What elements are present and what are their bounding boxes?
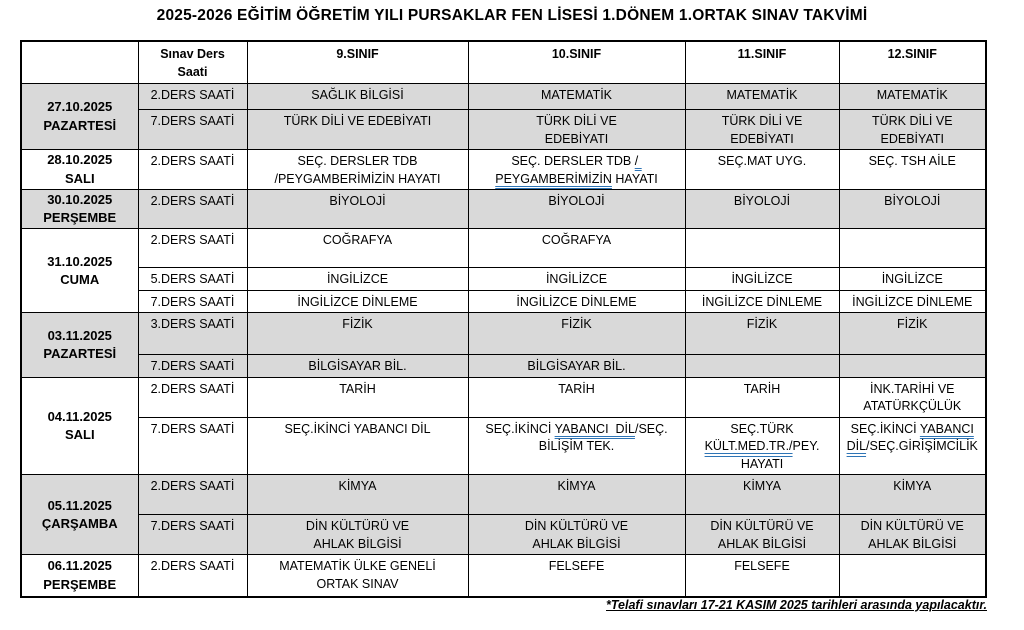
- table-header: [21, 41, 986, 84]
- lesson-hour-cell: 5.DERS SAATİ: [138, 268, 247, 291]
- day-text: PAZARTESİ: [43, 117, 117, 133]
- subject-cell: [468, 110, 685, 150]
- subject-text: DİN KÜLTÜRÜ VE: [710, 519, 814, 534]
- subject-cell: SEÇ.İKİNCİ YABANCI DİL: [247, 417, 468, 475]
- date-cell: [21, 313, 138, 378]
- header-grade-9: 9.SINIF: [247, 41, 468, 84]
- subject-text: TÜRK DİLİ VE: [536, 114, 617, 128]
- subject-text: SEÇ.TÜRK: [730, 421, 794, 436]
- date-text: 27.10.2025: [47, 99, 113, 115]
- subject-cell: [839, 229, 986, 268]
- subject-text: /SEÇ.GİRİŞİMCİLİK: [866, 439, 978, 454]
- subject-cell: SEÇ.MAT UYG.: [685, 150, 839, 190]
- date-cell: [21, 150, 138, 190]
- lesson-hour-cell: 7.DERS SAATİ: [138, 110, 247, 150]
- date-text: 28.10.2025: [47, 152, 113, 168]
- schedule-row: [21, 515, 986, 555]
- subject-cell: [247, 515, 468, 555]
- subject-cell: FİZİK: [685, 313, 839, 355]
- subject-cell: [839, 377, 986, 417]
- header-grade-10: 10.SINIF: [468, 41, 685, 84]
- lesson-hour-cell: 2.DERS SAATİ: [138, 150, 247, 190]
- subject-text: HAYATI: [611, 171, 658, 186]
- subject-cell: FELSEFE: [468, 555, 685, 597]
- subject-cell: İNGİLİZCE DİNLEME: [839, 290, 986, 313]
- date-text: 06.11.2025: [47, 558, 112, 574]
- subject-cell: BİYOLOJİ: [839, 190, 986, 229]
- subject-cell: KİMYA: [468, 475, 685, 515]
- schedule-row: [21, 84, 986, 110]
- subject-cell: SEÇ. TSH AİLE: [839, 150, 986, 190]
- subject-text: EDEBİYATI: [730, 131, 794, 146]
- subject-text: MATEMATİK ÜLKE GENELİ: [279, 559, 436, 574]
- day-text: CUMA: [60, 271, 100, 287]
- schedule-row: [21, 313, 986, 355]
- subject-text: TÜRK DİLİ VE: [871, 114, 953, 128]
- underlined-subject-text: PEYGAMBERİMİZİN: [495, 171, 612, 186]
- subject-cell: [839, 110, 986, 150]
- subject-text: DİN KÜLTÜRÜ VE: [305, 519, 410, 534]
- day-text: PAZARTESİ: [43, 346, 117, 362]
- subject-cell: [468, 150, 685, 190]
- header-grade-11: 11.SINIF: [685, 41, 839, 84]
- underlined-subject-text: DİL: [846, 439, 867, 454]
- date-cell: [21, 377, 138, 475]
- subject-cell: TARİH: [468, 377, 685, 417]
- subject-cell: MATEMATİK: [685, 84, 839, 110]
- subject-cell: İNGİLİZCE DİNLEME: [468, 290, 685, 313]
- subject-cell: [247, 150, 468, 190]
- exam-schedule-table: [20, 40, 987, 598]
- subject-cell: [685, 110, 839, 150]
- schedule-row: [21, 290, 986, 313]
- day-text: SALI: [64, 170, 95, 186]
- date-text: 05.11.2025: [47, 497, 112, 513]
- subject-text: HAYATI: [740, 456, 784, 471]
- subject-cell: [839, 417, 986, 475]
- subject-cell: COĞRAFYA: [468, 229, 685, 268]
- subject-cell: COĞRAFYA: [247, 229, 468, 268]
- lesson-hour-cell: 7.DERS SAATİ: [138, 417, 247, 475]
- date-text: 04.11.2025: [47, 408, 112, 424]
- date-cell: [21, 190, 138, 229]
- subject-cell: BİYOLOJİ: [247, 190, 468, 229]
- subject-cell: BİLGİSAYAR BİL.: [468, 355, 685, 378]
- subject-text: İNK.TARİHİ VE: [869, 381, 955, 396]
- subject-cell: [839, 515, 986, 555]
- footer-note: *Telafi sınavları 17-21 KASIM 2025 tarihleri arasında yapılacaktır.: [606, 598, 987, 612]
- subject-cell: SAĞLIK BİLGİSİ: [247, 84, 468, 110]
- subject-cell: [468, 417, 685, 475]
- lesson-hour-cell: 7.DERS SAATİ: [138, 290, 247, 313]
- subject-cell: [685, 355, 839, 378]
- date-cell: [21, 555, 138, 597]
- subject-text: DİN KÜLTÜRÜ VE: [524, 519, 629, 534]
- subject-cell: İNGİLİZCE DİNLEME: [685, 290, 839, 313]
- schedule-row: [21, 417, 986, 475]
- subject-cell: TÜRK DİLİ VE EDEBİYATI: [247, 110, 468, 150]
- subject-cell: [839, 355, 986, 378]
- schedule-row: [21, 268, 986, 291]
- schedule-row: [21, 110, 986, 150]
- subject-text: ORTAK SINAV: [316, 576, 399, 591]
- subject-cell: MATEMATİK: [839, 84, 986, 110]
- subject-text: AHLAK BİLGİSİ: [313, 536, 402, 551]
- subject-cell: [247, 555, 468, 597]
- subject-text: DİN KÜLTÜRÜ VE: [860, 519, 964, 534]
- underlined-subject-text: KÜLT.MED.TR./: [704, 439, 793, 454]
- lesson-hour-cell: 2.DERS SAATİ: [138, 377, 247, 417]
- subject-cell: [839, 555, 986, 597]
- lesson-hour-cell: 2.DERS SAATİ: [138, 84, 247, 110]
- subject-text: /SEÇ.: [634, 421, 668, 436]
- lesson-hour-cell: 7.DERS SAATİ: [138, 355, 247, 378]
- subject-cell: [468, 515, 685, 555]
- subject-text: AHLAK BİLGİSİ: [868, 536, 957, 551]
- subject-text: SEÇ.İKİNCİ: [850, 421, 920, 436]
- date-cell: [21, 84, 138, 150]
- subject-cell: BİYOLOJİ: [685, 190, 839, 229]
- subject-text: EDEBİYATI: [544, 131, 609, 146]
- schedule-row: [21, 377, 986, 417]
- schedule-row: [21, 555, 986, 597]
- lesson-hour-cell: 2.DERS SAATİ: [138, 190, 247, 229]
- subject-cell: İNGİLİZCE: [468, 268, 685, 291]
- subject-cell: FİZİK: [468, 313, 685, 355]
- subject-text: SEÇ. DERSLER TDB: [511, 154, 635, 168]
- subject-text: TÜRK DİLİ VE: [721, 114, 803, 128]
- subject-text: AHLAK BİLGİSİ: [717, 536, 807, 551]
- header-lesson-hour: Sınav Ders Saati: [138, 41, 247, 84]
- subject-cell: [685, 229, 839, 268]
- schedule-row: [21, 190, 986, 229]
- day-text: PERŞEMBE: [43, 576, 117, 592]
- underlined-subject-text: YABANCI: [919, 421, 974, 436]
- lesson-hour-cell: 3.DERS SAATİ: [138, 313, 247, 355]
- date-cell: [21, 229, 138, 313]
- subject-cell: FİZİK: [247, 313, 468, 355]
- date-text: 30.10.2025: [47, 192, 113, 207]
- subject-cell: FELSEFE: [685, 555, 839, 597]
- subject-cell: [685, 515, 839, 555]
- subject-text: ATATÜRKÇÜLÜK: [863, 399, 962, 414]
- header-corner-cell: [21, 41, 138, 84]
- subject-cell: TARİH: [247, 377, 468, 417]
- date-cell: [21, 475, 138, 555]
- subject-text: SEÇ.İKİNCİ: [485, 421, 555, 436]
- lesson-hour-cell: 2.DERS SAATİ: [138, 229, 247, 268]
- schedule-row: [21, 229, 986, 268]
- subject-cell: FİZİK: [839, 313, 986, 355]
- underlined-subject-text: /: [634, 154, 642, 168]
- day-text: SALI: [64, 427, 95, 443]
- subject-cell: TARİH: [685, 377, 839, 417]
- subject-cell: KİMYA: [247, 475, 468, 515]
- subject-cell: KİMYA: [839, 475, 986, 515]
- subject-cell: İNGİLİZCE: [685, 268, 839, 291]
- date-text: 03.11.2025: [47, 327, 112, 343]
- subject-cell: İNGİLİZCE DİNLEME: [247, 290, 468, 313]
- subject-text: AHLAK BİLGİSİ: [532, 536, 621, 551]
- subject-text: BİLİŞİM TEK.: [538, 439, 615, 454]
- subject-cell: [685, 417, 839, 475]
- schedule-row: [21, 355, 986, 378]
- subject-text: EDEBİYATI: [880, 131, 944, 146]
- lesson-hour-cell: 2.DERS SAATİ: [138, 475, 247, 515]
- subject-text: /PEYGAMBERİMİZİN HAYATI: [274, 171, 441, 186]
- subject-cell: BİYOLOJİ: [468, 190, 685, 229]
- schedule-row: [21, 150, 986, 190]
- subject-cell: KİMYA: [685, 475, 839, 515]
- header-grade-12: 12.SINIF: [839, 41, 986, 84]
- date-text: 31.10.2025: [47, 253, 113, 269]
- schedule-row: [21, 475, 986, 515]
- subject-cell: MATEMATİK: [468, 84, 685, 110]
- day-text: PERŞEMBE: [43, 210, 117, 226]
- page-title: 2025-2026 EĞİTİM ÖĞRETİM YILI PURSAKLAR FEN LİSESİ 1.DÖNEM 1.ORTAK SINAV TAKVİMİ: [156, 7, 868, 24]
- subject-text: SEÇ. DERSLER TDB: [297, 154, 418, 168]
- subject-cell: İNGİLİZCE: [247, 268, 468, 291]
- subject-cell: İNGİLİZCE: [839, 268, 986, 291]
- subject-text: PEY.: [792, 439, 820, 454]
- subject-cell: BİLGİSAYAR BİL.: [247, 355, 468, 378]
- lesson-hour-cell: 2.DERS SAATİ: [138, 555, 247, 597]
- day-text: ÇARŞAMBA: [41, 515, 118, 531]
- underlined-subject-text: YABANCI DİL: [554, 421, 635, 436]
- lesson-hour-cell: 7.DERS SAATİ: [138, 515, 247, 555]
- schedule-body: [21, 84, 986, 597]
